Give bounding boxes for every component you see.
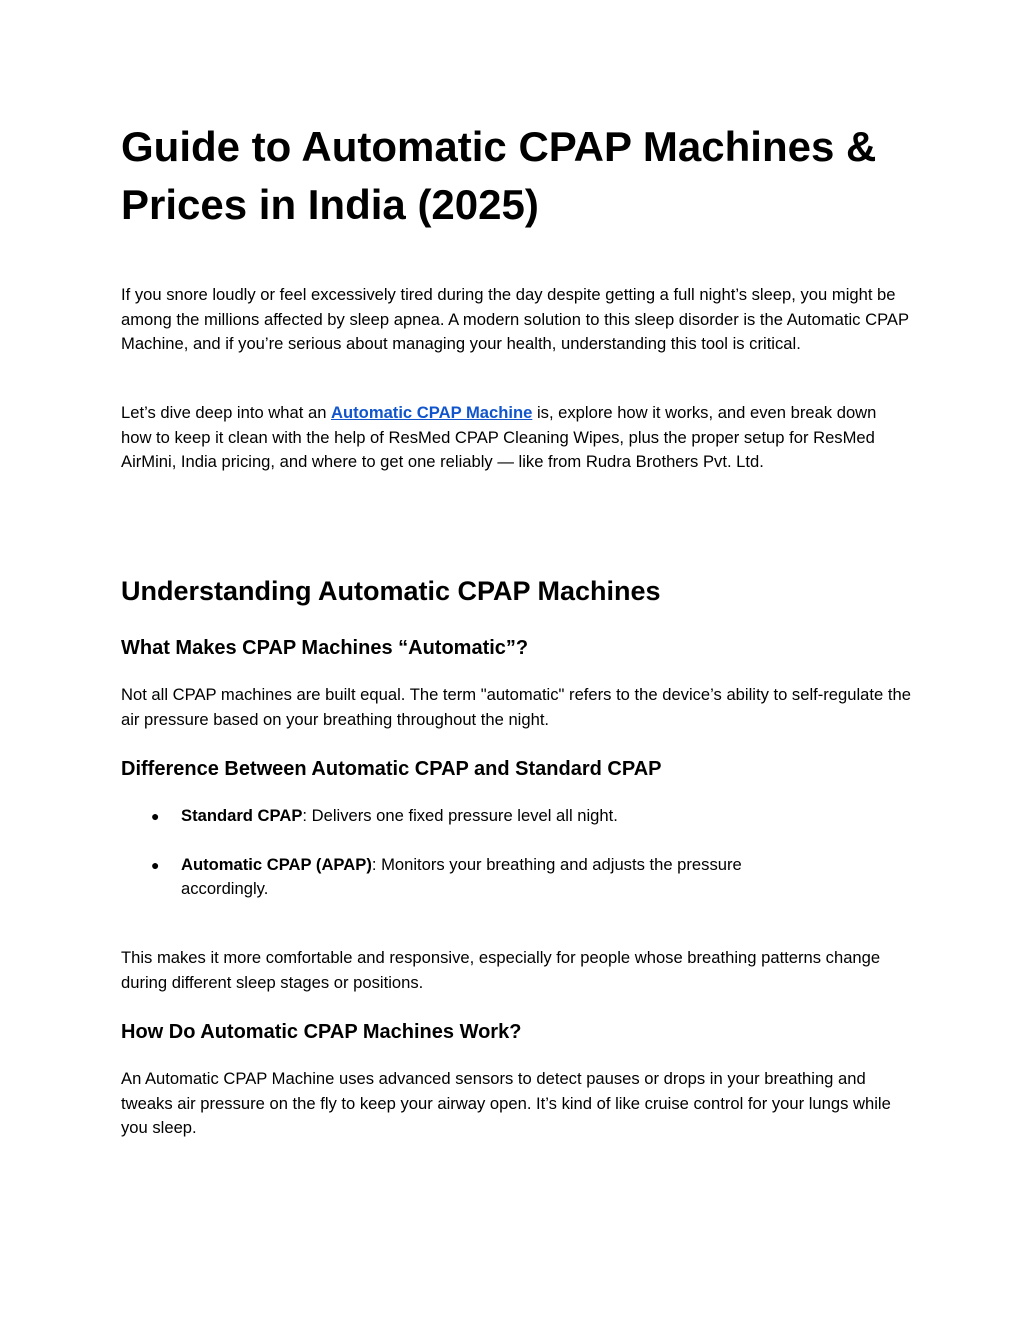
list-item — [121, 853, 821, 902]
intro-paragraph-2 — [121, 401, 911, 475]
automatic-cpap-machine-link[interactable]: Automatic CPAP Machine — [331, 403, 533, 422]
intro-paragraph-2-rest: is, explore how it works, and even break down how to keep it clean with the help of ResMed CPAP Cleaning Wipes, plus the proper setup for ResMed AirMini, India pricing, and where to get one reliably — like from Rudra Brothers Pvt. Ltd. — [121, 403, 877, 471]
list-item — [121, 804, 821, 829]
bullet-text: : Delivers one fixed pressure level all night. — [302, 806, 618, 825]
section-heading-understanding: Understanding Automatic CPAP Machines — [121, 576, 661, 606]
bullet-label: Standard CPAP — [181, 806, 303, 825]
bullet-dot-icon: ● — [151, 856, 160, 873]
intro-paragraph-1: If you snore loudly or feel excessively tired during the day despite getting a full night’s sleep, you might be among the millions affected by sleep apnea. A modern solution to this sleep disorder is the Automatic CPAP Machine, and if you’re serious about managing your health, understanding this tool is critical. — [121, 285, 909, 353]
paragraph-comfort: This makes it more comfortable and responsive, especially for people whose breathing patterns change during different sleep stages or positions. — [121, 948, 881, 992]
bullet-dot-icon: ● — [151, 808, 160, 824]
bullet-text: : Monitors your breathing and adjusts the pressure accordingly. — [181, 854, 742, 898]
paragraph-what-makes-automatic: Not all CPAP machines are built equal. The term "automatic" refers to the device’s ability to self-regulate the air pressure based on your breathing throughout the night. — [121, 685, 911, 729]
page-title: Guide to Automatic CPAP Machines & Prices in India (2025) — [121, 123, 877, 228]
bullet-label: Automatic CPAP (APAP) — [181, 854, 372, 874]
subheading-difference: Difference Between Automatic CPAP and Standard CPAP — [121, 758, 662, 780]
subheading-what-makes-automatic: What Makes CPAP Machines “Automatic”? — [121, 637, 529, 659]
difference-bullet-list — [121, 804, 911, 902]
paragraph-how-it-works: An Automatic CPAP Machine uses advanced sensors to detect pauses or drops in your breathing and tweaks air pressure on the fly to keep your airway open. It’s kind of like cruise control for your lungs while you sleep. — [121, 1069, 891, 1137]
subheading-how-it-works: How Do Automatic CPAP Machines Work? — [121, 1021, 522, 1043]
intro-paragraph-2-lead: Let’s dive deep into what an — [121, 403, 332, 422]
